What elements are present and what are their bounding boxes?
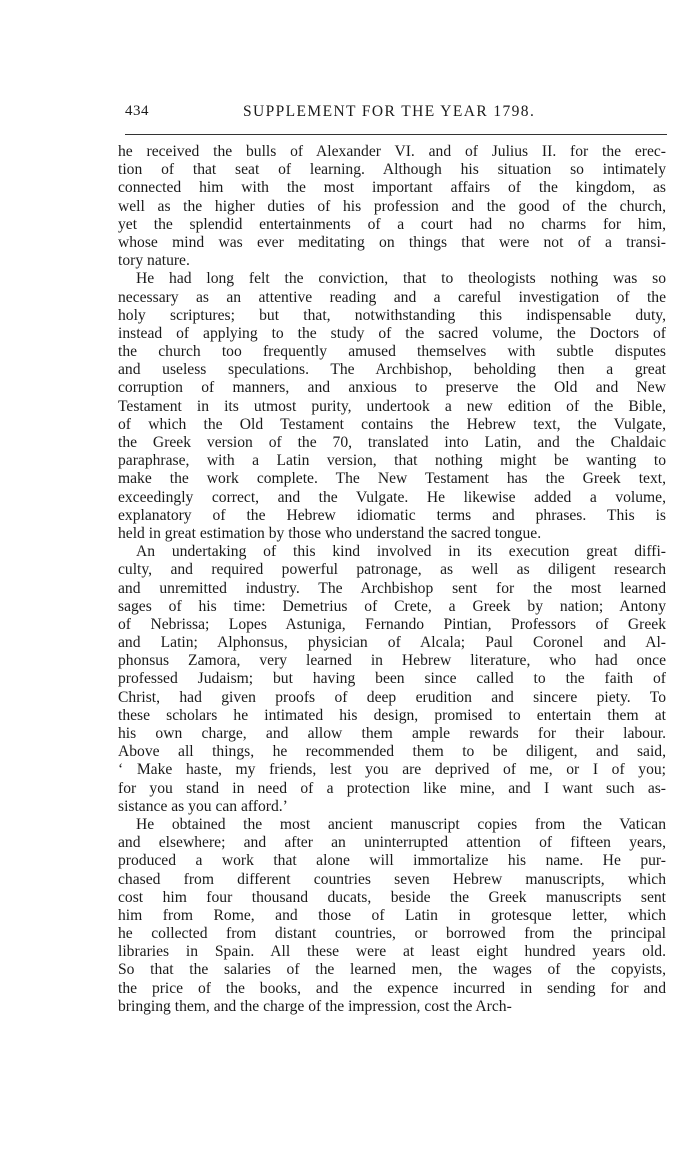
text-line: Testament in its utmost purity, undertook a new edition of the Bible, (118, 397, 666, 415)
text-line: So that the salaries of the learned men, the wages of the copyists, (118, 961, 666, 979)
text-line: sages of his time: Demetrius of Crete, a Greek by nation; Antony (118, 597, 666, 615)
text-line: these scholars he intimated his design, promised to entertain them at (118, 706, 666, 724)
text-line: culty, and required powerful patronage, as well as diligent research (118, 561, 666, 579)
text-line: held in great estimation by those who understand the sacred tongue. (118, 524, 542, 542)
text-line: ‘ Make haste, my friends, lest you are deprived of me, or I of you; (118, 761, 666, 779)
text-line: he received the bulls of Alexander VI. and of Julius II. for the erec- (118, 143, 666, 160)
text-line: well as the higher duties of his profession and the good of the church, (118, 197, 666, 215)
text-line: and elsewhere; and after an uninterrupted attention of fifteen years, (118, 834, 666, 852)
text-line: phonsus Zamora, very learned in Hebrew literature, who had once (118, 652, 666, 670)
text-line: bringing them, and the charge of the impression, cost the Arch- (118, 997, 512, 1015)
paragraph (118, 543, 666, 816)
paragraph (118, 270, 666, 543)
paragraph (118, 816, 666, 1016)
text-line: paraphrase, with a Latin version, that nothing might be wanting to (118, 452, 666, 470)
body-text (118, 143, 666, 1016)
text-line: He had long felt the conviction, that to theologists nothing was so (136, 270, 666, 288)
text-line: He obtained the most ancient manuscript copies from the Vatican (136, 815, 666, 833)
text-line: and unremitted industry. The Archbishop sent for the most learned (118, 579, 666, 597)
text-line: tion of that seat of learning. Although his situation so intimately (118, 161, 666, 179)
text-line: he collected from distant countries, or borrowed from the principal (118, 925, 666, 943)
text-line: for you stand in need of a protection like mine, and I want such as- (118, 779, 666, 797)
text-line: Above all things, he recommended them to be diligent, and said, (118, 743, 666, 761)
text-line: connected him with the most important affairs of the kingdom, as (118, 179, 666, 197)
text-line: cost him four thousand ducats, beside the Greek manuscripts sent (118, 888, 666, 906)
text-line: him from Rome, and those of Latin in grotesque letter, which (118, 906, 666, 924)
text-line: Christ, had given proofs of deep erudition and sincere piety. To (118, 688, 666, 706)
text-line: An undertaking of this kind involved in its execution great diffi- (136, 543, 666, 561)
text-line: produced a work that alone will immortalize his name. He pur- (118, 852, 666, 870)
text-line: chased from different countries seven Hebrew manuscripts, which (118, 870, 666, 888)
text-line: his own charge, and allow them ample rewards for their labour. (118, 725, 666, 742)
text-line: instead of applying to the study of the sacred volume, the Doctors of (118, 324, 666, 342)
text-line: whose mind was ever meditating on things that were not of a transi- (118, 233, 666, 251)
running-head: SUPPLEMENT FOR THE YEAR 1798. (243, 103, 536, 120)
text-line: the price of the books, and the expence incurred in sending for and (118, 979, 666, 997)
text-line: of which the Old Testament contains the Hebrew text, the Vulgate, (118, 415, 666, 433)
text-line: exceedingly correct, and the Vulgate. He likewise added a volume, (118, 488, 666, 506)
paragraph (118, 143, 666, 270)
text-line: holy scriptures; but that, notwithstanding this indispensable duty, (118, 306, 666, 324)
text-line: yet the splendid entertainments of a court had no charms for him, (118, 215, 666, 233)
page-header (125, 103, 665, 129)
text-line: tory nature. (118, 252, 190, 270)
text-line: of Nebrissa; Lopes Astuniga, Fernando Pintian, Professors of Greek (118, 615, 666, 633)
text-line: professed Judaism; but having been since called to the faith of (118, 670, 666, 688)
text-line: and useless speculations. The Archbishop, beholding then a great (118, 361, 666, 379)
text-line: explanatory of the Hebrew idiomatic terms and phrases. This is (118, 506, 666, 524)
page-number: 434 (125, 103, 149, 119)
text-line: and Latin; Alphonsus, physician of Alcala; Paul Coronel and Al- (118, 634, 666, 652)
text-line: corruption of manners, and anxious to preserve the Old and New (118, 379, 666, 397)
text-line: sistance as you can afford.’ (118, 797, 288, 815)
text-line: libraries in Spain. All these were at least eight hundred years old. (118, 943, 666, 961)
text-line: the church too frequently amused themselves with subtle disputes (118, 343, 666, 361)
text-line: the Greek version of the 70, translated into Latin, and the Chaldaic (118, 434, 666, 451)
text-line: make the work complete. The New Testament has the Greek text, (118, 470, 666, 488)
header-rule (125, 134, 667, 135)
text-line: necessary as an attentive reading and a careful investigation of the (118, 288, 666, 306)
